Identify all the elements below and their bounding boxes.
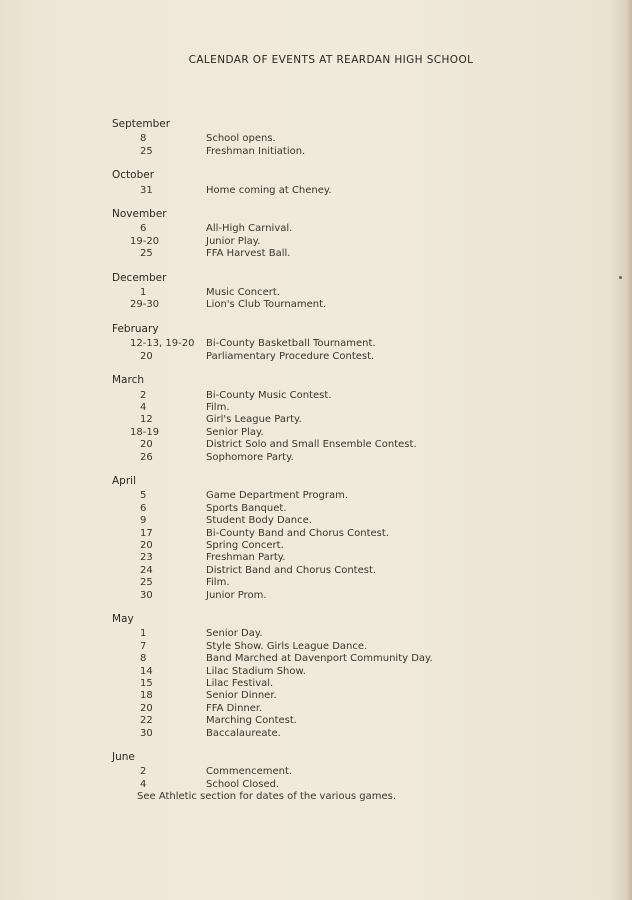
footnote: See Athletic section for dates of the various games. (137, 791, 397, 803)
event-row (112, 223, 572, 235)
month-heading: February (112, 322, 159, 335)
event-row (112, 236, 572, 248)
event-date: 2 (140, 766, 147, 778)
event-row (112, 628, 572, 640)
event-row (112, 338, 572, 350)
event-date: 15 (140, 678, 153, 690)
month-heading: November (112, 208, 167, 221)
month-section (112, 169, 572, 197)
month-heading: December (112, 271, 167, 284)
month-section (112, 323, 572, 363)
event-date: 12-13, 19-20 (130, 338, 195, 350)
event-date: 25 (140, 577, 153, 589)
month-section (112, 208, 572, 261)
month-heading: September (112, 118, 171, 130)
month-heading: April (112, 474, 136, 487)
event-row (112, 427, 572, 439)
event-date: 4 (140, 778, 147, 790)
event-description: Lilac Festival. (206, 678, 274, 690)
month-heading: March (112, 374, 145, 387)
event-description: Commencement. (206, 766, 293, 778)
event-date: 20 (140, 539, 153, 551)
event-date: 19-20 (130, 235, 160, 247)
event-date: 8 (140, 653, 147, 665)
month-section (112, 272, 572, 312)
event-description: Lilac Stadium Show. (206, 665, 306, 677)
event-date: 1 (140, 628, 147, 640)
month-section (112, 613, 572, 740)
event-description: Freshman Party. (206, 552, 286, 564)
event-description: Sports Banquet. (206, 502, 287, 514)
event-description: Junior Prom. (206, 589, 267, 601)
month-section (112, 374, 572, 464)
event-date: 6 (140, 502, 147, 514)
event-row (112, 703, 572, 715)
event-description: Film. (206, 401, 230, 413)
event-row (112, 552, 572, 564)
event-description: Home coming at Cheney. (206, 184, 332, 196)
event-description: All-High Carnival. (206, 223, 293, 235)
event-date: 30 (140, 589, 153, 601)
month-heading: May (112, 613, 134, 625)
event-row (112, 402, 572, 414)
event-row (112, 351, 572, 363)
event-description: Parliamentary Procedure Contest. (206, 350, 375, 362)
event-row (112, 766, 572, 778)
paper-speck (619, 276, 622, 279)
event-date: 7 (140, 640, 147, 652)
event-date: 14 (140, 665, 153, 677)
events-calendar (112, 118, 572, 815)
event-description: Bi-County Band and Chorus Contest. (206, 527, 389, 539)
event-row (112, 779, 572, 791)
event-date: 29-30 (130, 299, 160, 311)
event-description: Sophomore Party. (206, 451, 294, 463)
event-row (112, 641, 572, 653)
event-description: District Solo and Small Ensemble Contest. (206, 439, 417, 451)
event-row (112, 577, 572, 589)
event-row (112, 503, 572, 515)
event-date: 31 (140, 184, 153, 196)
event-date: 26 (140, 451, 153, 463)
event-description: Baccalaureate. (206, 727, 281, 739)
event-date: 2 (140, 389, 147, 401)
event-date: 20 (140, 350, 153, 362)
event-description: Marching Contest. (206, 715, 297, 727)
event-date: 6 (140, 223, 147, 235)
event-row (112, 490, 572, 502)
event-description: Music Concert. (206, 287, 280, 299)
month-section (112, 751, 572, 804)
event-date: 25 (140, 248, 153, 260)
event-description: Bi-County Basketball Tournament. (206, 338, 376, 350)
event-row (112, 146, 572, 158)
event-row (112, 452, 572, 464)
event-description: Junior Play. (206, 235, 261, 247)
event-description: Senior Dinner. (206, 690, 277, 702)
event-date: 23 (140, 552, 153, 564)
event-description: Senior Play. (206, 426, 264, 438)
event-description: Style Show. Girls League Dance. (206, 640, 368, 652)
event-date: 20 (140, 702, 153, 714)
event-description: Bi-County Music Contest. (206, 389, 332, 401)
event-row (112, 299, 572, 311)
event-row (112, 515, 572, 527)
event-row (112, 528, 572, 540)
event-description: School Closed. (206, 778, 280, 790)
event-description: Spring Concert. (206, 539, 284, 551)
event-row (112, 728, 572, 740)
event-row (112, 666, 572, 678)
event-date: 24 (140, 564, 153, 576)
event-description: Film. (206, 577, 230, 589)
event-row (112, 248, 572, 260)
event-description: Band Marched at Davenport Community Day. (206, 653, 433, 665)
page-title: CALENDAR OF EVENTS AT REARDAN HIGH SCHOOL (188, 54, 474, 66)
event-row (112, 185, 572, 197)
event-date: 12 (140, 414, 153, 426)
event-date: 1 (140, 287, 147, 299)
event-description: FFA Dinner. (206, 702, 263, 714)
event-description: School opens. (206, 133, 276, 145)
month-section (112, 118, 572, 158)
month-heading: June (112, 751, 135, 764)
event-row (112, 133, 572, 145)
event-description: District Band and Chorus Contest. (206, 564, 377, 576)
event-row (112, 540, 572, 552)
event-description: Girl's League Party. (206, 414, 302, 426)
event-row (112, 690, 572, 702)
event-row (112, 590, 572, 602)
event-row (112, 287, 572, 299)
event-description: Freshman Initiation. (206, 145, 306, 157)
event-date: 22 (140, 715, 153, 727)
event-date: 9 (140, 515, 147, 527)
event-date: 17 (140, 527, 153, 539)
event-row (112, 414, 572, 426)
event-date: 25 (140, 145, 153, 157)
month-section (112, 475, 572, 602)
event-date: 20 (140, 439, 153, 451)
event-description: Lion's Club Tournament. (206, 299, 327, 311)
event-date: 4 (140, 401, 147, 413)
event-date: 8 (140, 133, 147, 145)
event-row (112, 439, 572, 451)
event-description: Game Department Program. (206, 490, 349, 502)
event-description: FFA Harvest Ball. (206, 248, 291, 260)
event-date: 18-19 (130, 426, 160, 438)
month-heading: October (112, 169, 155, 182)
event-row (112, 565, 572, 577)
event-description: Senior Day. (206, 628, 263, 640)
page-edge-shadow (626, 0, 632, 900)
event-row (112, 390, 572, 402)
event-description: Student Body Dance. (206, 515, 312, 527)
event-row (112, 653, 572, 665)
event-date: 5 (140, 490, 147, 502)
event-row (112, 715, 572, 727)
event-date: 30 (140, 727, 153, 739)
event-date: 18 (140, 690, 153, 702)
event-row (112, 678, 572, 690)
